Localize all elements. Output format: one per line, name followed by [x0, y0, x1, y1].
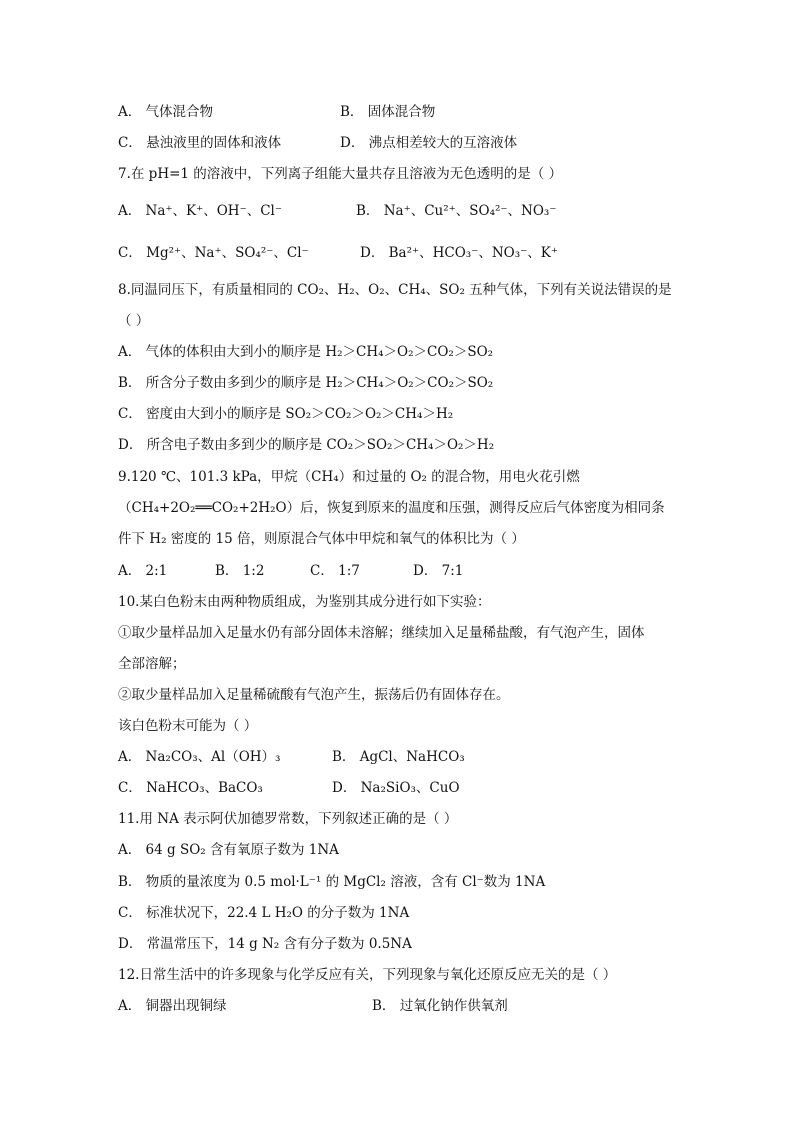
q7-option-d: D． Ba²⁺、HCO₃⁻、NO₃⁻、K⁺: [360, 245, 558, 261]
q12-option-b: B． 过氧化钠作供氧剂: [372, 998, 508, 1014]
q10-stem: 10.某白色粉末由两种物质组成，为鉴别其成分进行如下实验：: [118, 594, 491, 610]
q12-option-a: A． 铜器出现铜绿: [118, 998, 227, 1014]
q8-option-a: A． 气体的体积由大到小的顺序是 H₂＞CH₄＞O₂＞CO₂＞SO₂: [118, 344, 494, 360]
q7-option-a: A． Na⁺、K⁺、OH⁻、Cl⁻: [118, 203, 282, 219]
q10-option-d: D． Na₂SiO₃、CuO: [332, 780, 460, 796]
q6-option-b: B． 固体混合物: [340, 104, 436, 120]
q9-stem-line2: （CH₄+2O₂══CO₂+2H₂O）后，恢复到原来的温度和压强，测得反应后气体密度为相同条: [118, 500, 665, 516]
q11-stem: 11.用 NA 表示阿伏加德罗常数，下列叙述正确的是（ ）: [118, 811, 458, 827]
q7-stem: 7.在 pH=1 的溶液中，下列离子组能大量共存且溶液为无色透明的是（ ）: [118, 166, 563, 182]
q11-option-c: C． 标准状况下，22.4 L H₂O 的分子数为 1NA: [118, 905, 410, 921]
q9-stem-line3: 件下 H₂ 密度的 15 倍，则原混合气体中甲烷和氧气的体积比为（ ）: [118, 531, 525, 547]
q10-ask: 该白色粉末可能为（ ）: [118, 718, 258, 734]
q9-stem-line1: 9.120 ℃、101.3 kPa，甲烷（CH₄）和过量的 O₂ 的混合物，用电火花引燃: [118, 469, 580, 485]
q6-option-d: D． 沸点相差较大的互溶液体: [340, 135, 518, 151]
q7-option-c: C． Mg²⁺、Na⁺、SO₄²⁻、Cl⁻: [118, 245, 309, 261]
q6-option-c: C． 悬浊液里的固体和液体: [118, 135, 282, 151]
q8-option-d: D． 所含电子数由多到少的顺序是 CO₂＞SO₂＞CH₄＞O₂＞H₂: [118, 437, 495, 453]
q11-option-b: B． 物质的量浓度为 0.5 mol·L⁻¹ 的 MgCl₂ 溶液，含有 Cl⁻数为 1NA: [118, 874, 546, 890]
q8-stem-line1: 8.同温同压下，有质量相同的 CO₂、H₂、O₂、CH₄、SO₂ 五种气体，下列有关说法错误的是: [118, 282, 672, 298]
q7-option-b: B． Na⁺、Cu²⁺、SO₄²⁻、NO₃⁻: [356, 203, 557, 219]
q10-step1-line2: 全部溶解；: [118, 656, 186, 672]
q9-option-a: A． 2:1: [118, 563, 168, 579]
q10-step1-line1: ①取少量样品加入足量水仍有部分固体未溶解；继续加入足量稀盐酸，有气泡产生，固体: [118, 625, 645, 641]
q11-option-a: A． 64 g SO₂ 含有氧原子数为 1NA: [118, 842, 339, 858]
q8-option-b: B． 所含分子数由多到少的顺序是 H₂＞CH₄＞O₂＞CO₂＞SO₂: [118, 375, 494, 391]
q9-option-c: C． 1:7: [310, 563, 360, 579]
q11-option-d: D． 常温常压下，14 g N₂ 含有分子数为 0.5NA: [118, 936, 412, 952]
q6-option-a: A． 气体混合物: [118, 104, 214, 120]
q9-option-b: B． 1:2: [215, 563, 265, 579]
q9-option-d: D． 7:1: [413, 563, 464, 579]
q10-option-a: A． Na₂CO₃、Al（OH）₃: [118, 749, 281, 765]
q8-stem-line2: （ ）: [118, 313, 150, 329]
q10-option-b: B． AgCl、NaHCO₃: [332, 749, 465, 765]
q12-stem: 12.日常生活中的许多现象与化学反应有关，下列现象与氧化还原反应无关的是（ ）: [118, 967, 617, 983]
q10-option-c: C． NaHCO₃、BaCO₃: [118, 780, 263, 796]
q10-step2: ②取少量样品加入足量稀硫酸有气泡产生，振荡后仍有固体存在。: [118, 687, 510, 703]
q8-option-c: C． 密度由大到小的顺序是 SO₂＞CO₂＞O₂＞CH₄＞H₂: [118, 406, 454, 422]
